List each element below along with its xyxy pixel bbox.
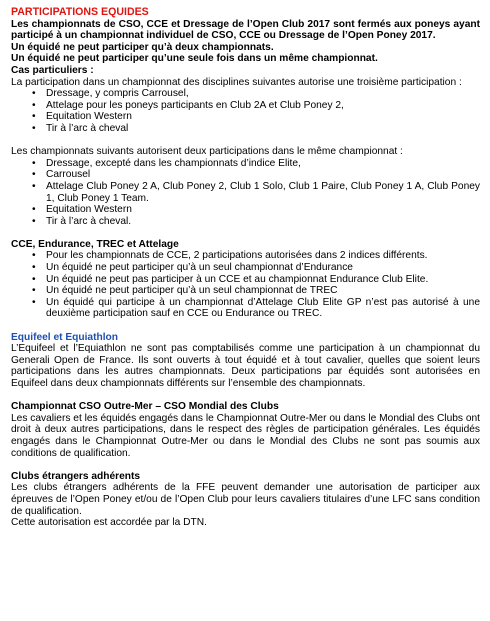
third-participation-paragraph: La participation dans un championnat des disciplines suivantes autorise une troisième participation :	[11, 76, 462, 88]
section-title-equifeel: Equifeel et Equiathlon	[11, 331, 118, 343]
two-participations-paragraph: Les championnats suivants autorisent deux participations dans le même championnat :	[11, 146, 403, 158]
list-item: • Attelage pour les poneys participants en Club 2A et Club Poney 2,	[11, 100, 480, 112]
rule-two-championships: Un équidé ne peut participer qu’à deux championnats.	[11, 41, 274, 53]
equifeel-paragraph: L’Equifeel et l’Equiathlon ne sont pas comptabilisés comme une participation à un championnat du Generali Open de France. Ils sont ouverts à tout équidé et à tout cavalier, quelles que soient leurs participations dans les autres championnats. Deux participations par équidés sont autorisées en Equifeel dans deux championnats différents sur l’ensemble des championnats.	[11, 343, 480, 389]
list-item: • Pour les championnats de CCE, 2 participations autorisées dans 2 indices différents.	[11, 250, 480, 262]
list-item: • Un équidé qui participe à un championnat d’Attelage Club Elite GP n’est pas autorisé à une deuxième participation sauf en CCE ou Endurance ou TREC.	[11, 297, 480, 320]
special-cases-heading: Cas particuliers :	[11, 64, 94, 76]
list-item: • Un équidé ne peut participer qu’à un seul championnat d’Endurance	[11, 262, 480, 274]
third-participation-list	[11, 88, 480, 134]
list-item: • Un équidé ne peut participer qu’à un seul championnat de TREC	[11, 285, 480, 297]
list-item: • Un équidé ne peut pas participer à un CCE et au championnat Endurance Club Elite.	[11, 274, 480, 286]
section-title-clubs-etrangers: Clubs étrangers adhérents	[11, 470, 141, 482]
list-item: • Dressage, y compris Carrousel,	[11, 88, 480, 100]
two-participations-list	[11, 158, 480, 228]
outre-mer-paragraph: Les cavaliers et les équidés engagés dans le Championnat Outre-Mer ou dans le Mondial des Clubs ont droit à deux autres participations, dans le respect des règles de participation générales. Les équidés engagés dans le Championnat Outre-Mer ou dans le Mondial des Clubs ne sont pas soumis aux conditions de qualification.	[11, 412, 480, 459]
section-title-cce: CCE, Endurance, TREC et Attelage	[11, 238, 179, 250]
list-item: • Equitation Western	[11, 111, 480, 123]
clubs-etrangers-paragraph: Les clubs étrangers adhérents de la FFE peuvent demander une autorisation de participer aux épreuves de l’Open Poney et/ou de l’Open Club pour leurs cavaliers titulaires d’une LFC sans condition de qualification.	[11, 482, 480, 517]
list-item: • Dressage, excepté dans les championnats d’indice Elite,	[11, 158, 480, 170]
list-item: • Attelage Club Poney 2 A, Club Poney 2, Club 1 Solo, Club 1 Paire, Club Poney 1 A, Club Poney 1, Club Poney 1 Team.	[11, 181, 480, 204]
section-title-participations: PARTICIPATIONS EQUIDES	[11, 6, 149, 18]
list-item: • Tir à l’arc à cheval.	[11, 216, 480, 228]
dtn-authorization-line: Cette autorisation est accordée par la DTN.	[11, 517, 207, 529]
cce-rules-list	[11, 250, 480, 320]
list-item: • Equitation Western	[11, 204, 480, 216]
section-title-outre-mer: Championnat CSO Outre-Mer – CSO Mondial des Clubs	[11, 401, 279, 413]
intro-paragraph: Les championnats de CSO, CCE et Dressage de l’Open Club 2017 sont fermés aux poneys ayant participé à un championnat individuel de CSO, CCE ou Dressage de l’Open Poney 2017.	[11, 18, 480, 42]
rule-once-per-championship: Un équidé ne peut participer qu’une seule fois dans un même championnat.	[11, 53, 378, 65]
list-item: • Tir à l’arc à cheval	[11, 123, 480, 135]
list-item: • Carrousel	[11, 169, 480, 181]
